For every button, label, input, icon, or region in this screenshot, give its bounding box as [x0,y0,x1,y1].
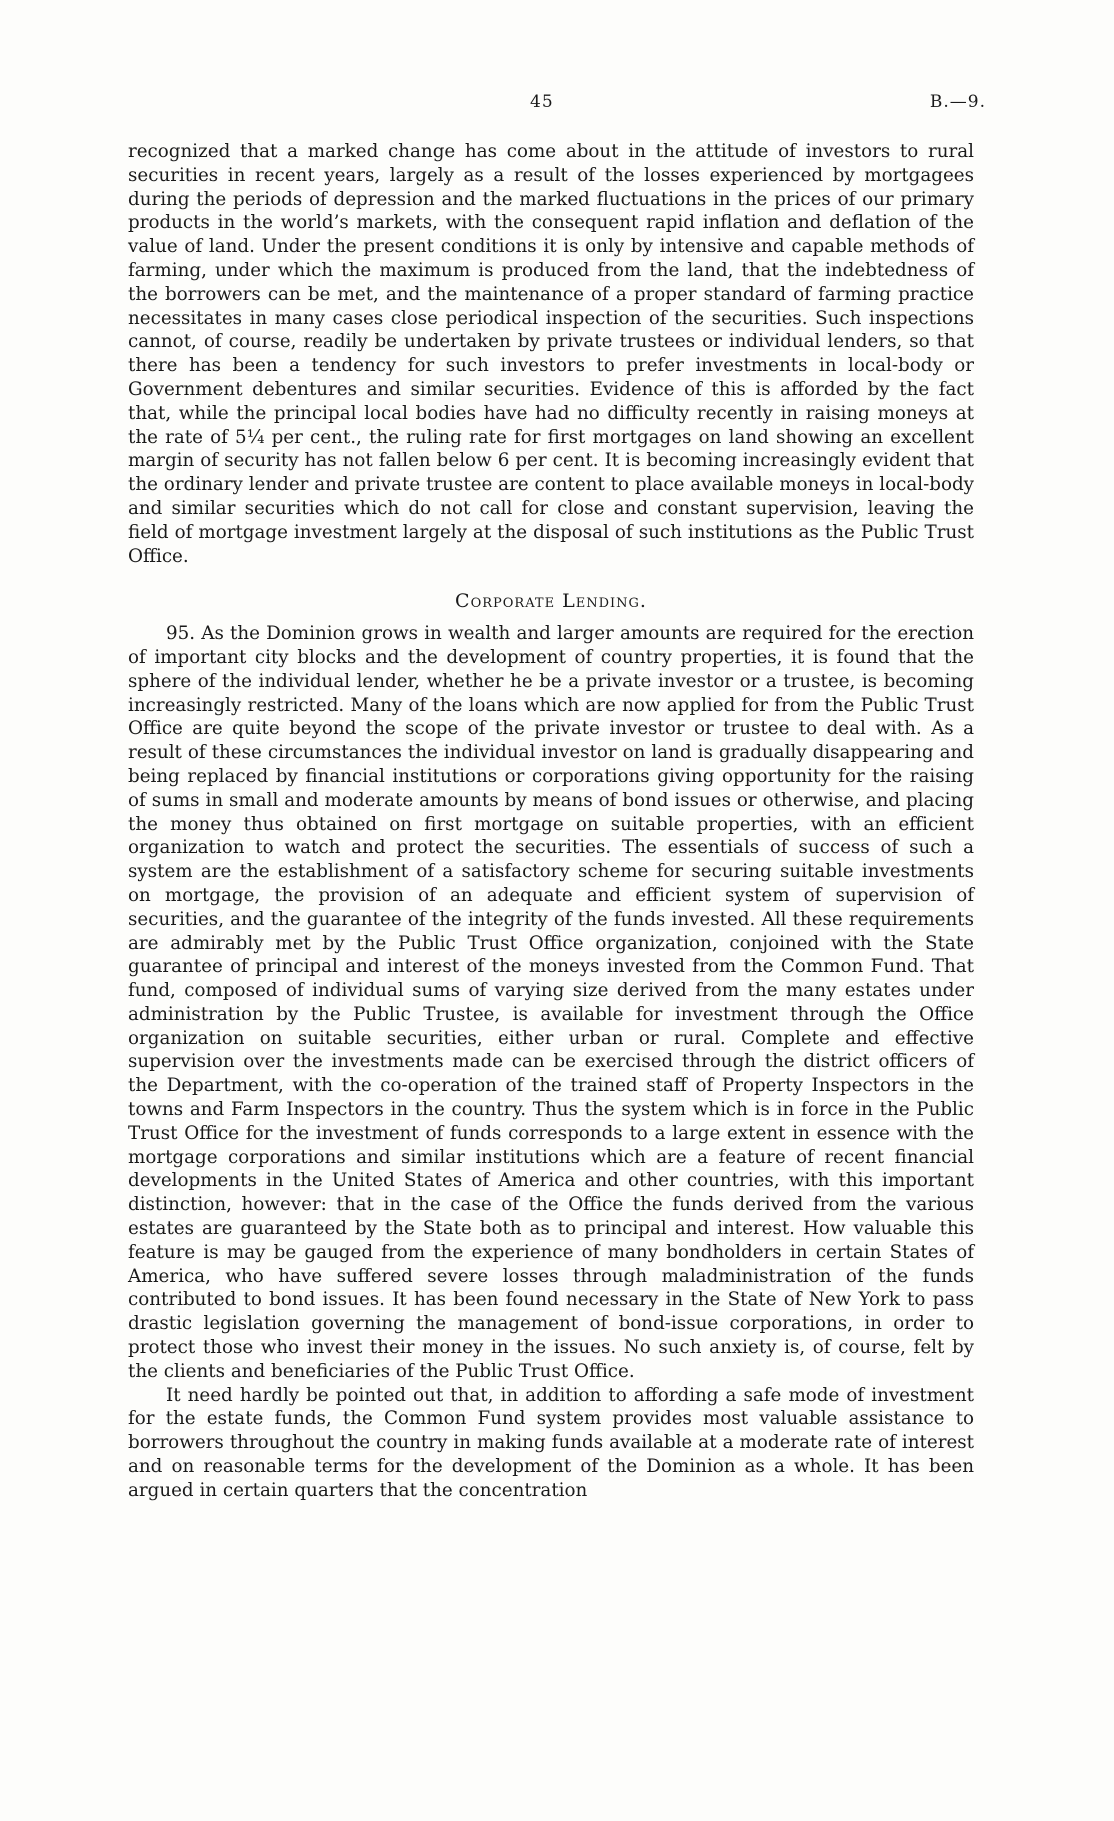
paragraph-intro: recognized that a marked change has come about in the attitude of investors to rural securities in recent years, largely as a result of the losses experienced by mortgagees during the periods of depression and the marked fluctuations in the prices of our primary products in the world’s markets, with the consequent rapid inflation and deflation of the value of land. Under the present conditions it is only by intensive and capable methods of farming, under which the maximum is produced from the land, that the indebtedness of the borrowers can be met, and the maintenance of a proper standard of farming practice necessitates in many cases close periodical inspection of the securities. Such inspections cannot, of course, readily be undertaken by private trustees or individual lenders, so that there has been a tendency for such investors to prefer investments in local-body or Government debentures and similar securities. Evidence of this is afforded by the fact that, while the principal local bodies have had no difficulty recently in raising moneys at the rate of 5¼ per cent., the ruling rate for first mortgages on land showing an excellent margin of security has not fallen below 6 per cent. It is becoming increasingly evident that the ordinary lender and private trustee are content to place available moneys in local-body and similar securities which do not call for close and constant supervision, leaving the field of mortgage investment largely at the disposal of such institutions as the Public Trust Office. [128,141,974,567]
page-header [0,92,1114,116]
paragraph-final: It need hardly be pointed out that, in addition to affording a safe mode of investment for the estate funds, the Common Fund system provides most valuable assistance to borrowers throughout the country in making funds available at a moderate rate of interest and on reasonable terms for the development of the Dominion as a whole. It has been argued in certain quarters that the concentration [128,1384,974,1501]
paragraph-95: 95. As the Dominion grows in wealth and larger amounts are required for the erection of important city blocks and the development of country properties, it is found that the sphere of the individual lender, whether he be a private investor or a trustee, is becoming increasingly restricted. Many of the loans which are now applied for from the Public Trust Office are quite beyond the scope of the private investor or trustee to deal with. As a result of these circumstances the individual investor on land is gradually disappearing and being replaced by financial institutions or corporations giving opportunity for the raising of sums in small and moderate amounts by means of bond issues or otherwise, and placing the money thus obtained on first mortgage on suitable properties, with an efficient organization to watch and protect the securities. The essentials of success of such a system are the establishment of a satisfactory scheme for securing suitable investments on mortgage, the provision of an adequate and efficient system of supervision of securities, and the guarantee of the integrity of the funds invested. All these requirements are admirably met by the Public Trust Office organization, conjoined with the State guarantee of principal and interest of the moneys invested from the Common Fund. That fund, composed of individual sums of varying size derived from the many estates under administration by the Public Trustee, is available for investment through the Office organization on suitable securities, either urban or rural. Complete and effective supervision over the investments made can be exercised through the district officers of the Department, with the co-operation of the trained staff of Property Inspectors in the towns and Farm Inspectors in the country. Thus the system which is in force in the Public Trust Office for the investment of funds corresponds to a large extent in essence with the mortgage corporations and similar institutions which are a feature of recent financial developments in the United States of America and other countries, with this important distinction, however: that in the case of the Office the funds derived from the various estates are guaranteed by the State both as to principal and interest. How valuable this feature is may be gauged from the experience of many bondholders in certain States of America, who have suffered severe losses through maladministration of the funds contributed to bond issues. It has been found necessary in the State of New York to pass drastic legislation governing the management of bond-issue corporations, in order to protect those who invest their money in the issues. No such anxiety is, of course, felt by the clients and beneficiaries of the Public Trust Office. [128,623,974,1382]
section-heading: Corporate Lending. [455,590,647,613]
body-text [128,140,974,1503]
document-reference: B.—9. [929,92,986,112]
page-number: 45 [530,92,554,112]
